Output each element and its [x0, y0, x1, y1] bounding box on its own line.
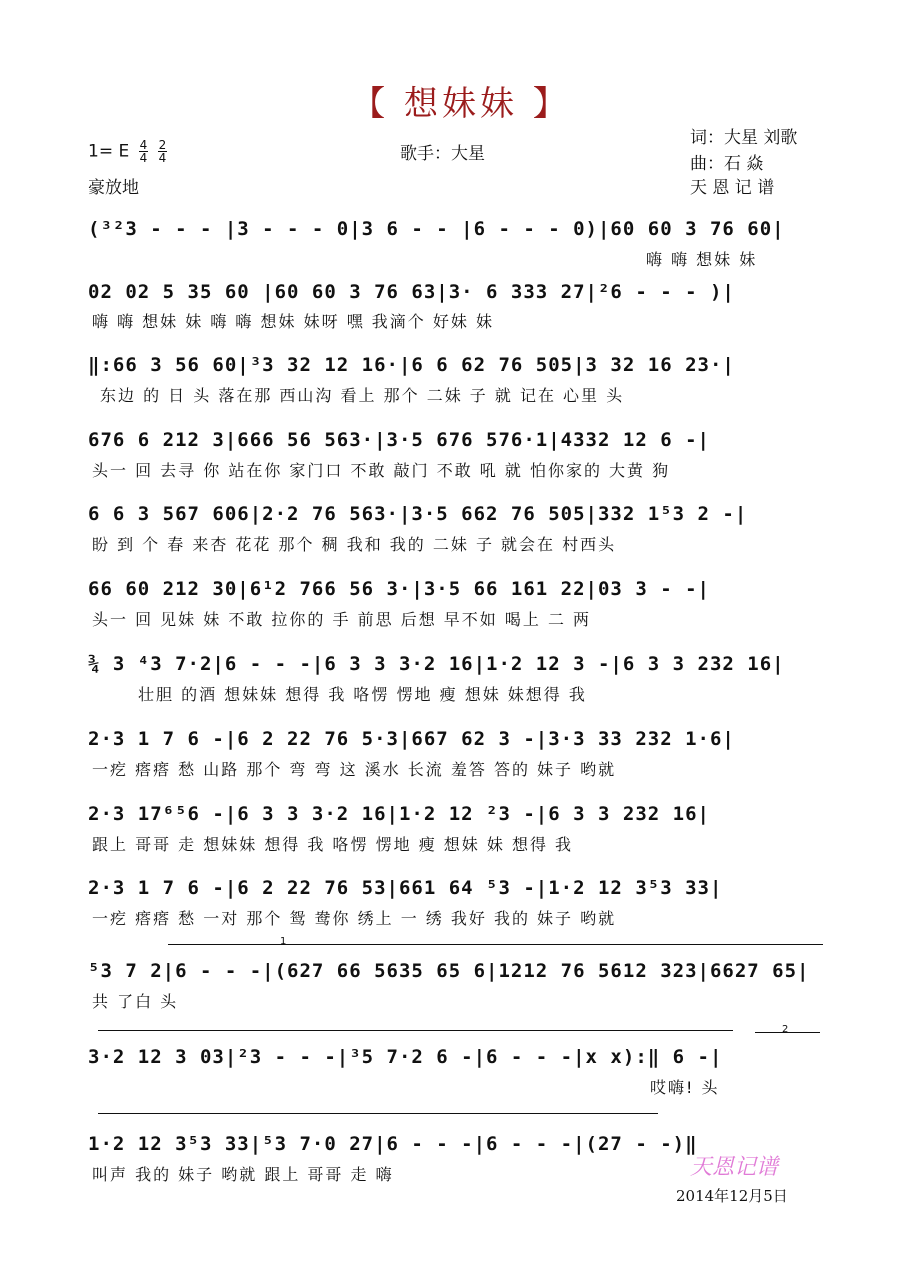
notation-line-2: 02 02 5 35 60 |60 60 3 76 63|3· 6 333 27|²6 - - - )| [88, 281, 735, 303]
singer-credit: 歌手：大星 [400, 144, 485, 164]
time-signature-1: $\frac{4}{4}$ [139, 138, 148, 165]
lyric-line-10: 一疙 瘩瘩 愁 一对 那个 鸳 鸯你 绣上 一 绣 我好 我的 妹子 哟就 [92, 909, 617, 928]
lyric-line-11: 共 了白 头 [92, 992, 179, 1011]
lyric-line-12: 哎嗨! 头 [650, 1078, 720, 1097]
notation-line-10: 2·3 1 7 6 -|6 2 22 76 53|661 64 ⁵3 -|1·2 12 3⁵3 33| [88, 877, 723, 899]
lyric-line-13: 叫声 我的 妹子 哟就 跟上 哥哥 走 嗨 [92, 1165, 394, 1184]
volta-label-1: 1 [280, 936, 287, 947]
lyric-line-9: 跟上 哥哥 走 想妹妹 想得 我 咯愣 愣地 瘦 想妹 妹 想得 我 [92, 835, 574, 854]
notation-line-3: ‖:66 3 56 60|³3 32 12 16·|6 6 62 76 505|3 32 16 23·| [88, 354, 735, 376]
notation-line-5: 6 6 3 567 606|2·2 76 563·|3·5 662 76 505|332 1⁵3 2 -| [88, 503, 748, 525]
lyric-line-2: 嗨 嗨 想妹 妹 嗨 嗨 想妹 妹呀 嘿 我滴个 好妹 妹 [92, 312, 494, 331]
song-title: 【 想妹妹 】 [351, 84, 571, 124]
lyric-line-7: 壮胆 的酒 想妹妹 想得 我 咯愣 愣地 瘦 想妹 妹想得 我 [138, 685, 587, 704]
notation-line-1: (³²3 - - - |3 - - - 0|3 6 - - |6 - - - 0)|60 60 3 76 60| [88, 218, 785, 240]
notation-line-12: 3·2 12 3 03|²3 - - -|³5 7·2 6 -|6 - - -|x x):‖ 6 -| [88, 1046, 723, 1068]
key-signature [88, 139, 167, 164]
notation-line-7: ¾ 3 ⁴3 7·2|6 - - -|6 3 3 3·2 16|1·2 12 3 -|6 3 3 232 16| [88, 653, 785, 675]
lyricist-credit: 词：大星 刘歌 [690, 128, 798, 148]
volta-bracket-continuation [98, 1030, 733, 1031]
volta-bracket-3 [98, 1113, 658, 1114]
composer-credit: 曲：石 焱 [690, 154, 764, 174]
lyric-line-6: 头一 回 见妹 妹 不敢 拉你的 手 前思 后想 早不如 喝上 二 两 [92, 610, 592, 629]
notation-line-4: 676 6 212 3|666 56 563·|3·5 676 576·1|4332 12 6 -| [88, 429, 710, 451]
notation-line-11: ⁵3 7 2|6 - - -|(627 66 5635 65 6|1212 76 5612 323|6627 65| [88, 960, 810, 982]
notation-line-8: 2·3 1 7 6 -|6 2 22 76 5·3|667 62 3 -|3·3 33 232 1·6| [88, 728, 735, 750]
lyric-line-4: 头一 回 去寻 你 站在你 家门口 不敢 敲门 不敢 吼 就 怕你家的 大黄 狗 [92, 461, 671, 480]
lyric-line-3: 东边 的 日 头 落在那 西山沟 看上 那个 二妹 子 就 记在 心里 头 [100, 386, 625, 405]
volta-label-2: 2 [782, 1024, 789, 1035]
time-signature-2: $\frac{2}{4}$ [158, 138, 167, 165]
lyric-line-8: 一疙 瘩瘩 愁 山路 那个 弯 弯 这 溪水 长流 羞答 答的 妹子 哟就 [92, 760, 617, 779]
notation-line-9: 2·3 17⁶⁵6 -|6 3 3 3·2 16|1·2 12 ²3 -|6 3 3 232 16| [88, 803, 710, 825]
tempo-style: 豪放地 [88, 178, 139, 198]
volta-bracket-1 [168, 944, 823, 945]
transcription-date: 2014年12月5日 [676, 1187, 788, 1205]
key-text: 1= E [88, 141, 130, 162]
transcriber-credit: 天 恩 记 谱 [690, 178, 775, 198]
notation-line-6: 66 60 212 30|6¹2 766 56 3·|3·5 66 161 22|03 3 - -| [88, 578, 710, 600]
lyric-line-1: 嗨 嗨 想妹 妹 [646, 250, 758, 269]
notation-line-13: 1·2 12 3⁵3 33|⁵3 7·0 27|6 - - -|6 - - -|(27 - -)‖ [88, 1133, 698, 1155]
lyric-line-5: 盼 到 个 春 来杏 花花 那个 稠 我和 我的 二妹 子 就会在 村西头 [92, 535, 617, 554]
transcriber-stamp: 天恩记谱 [690, 1155, 779, 1180]
